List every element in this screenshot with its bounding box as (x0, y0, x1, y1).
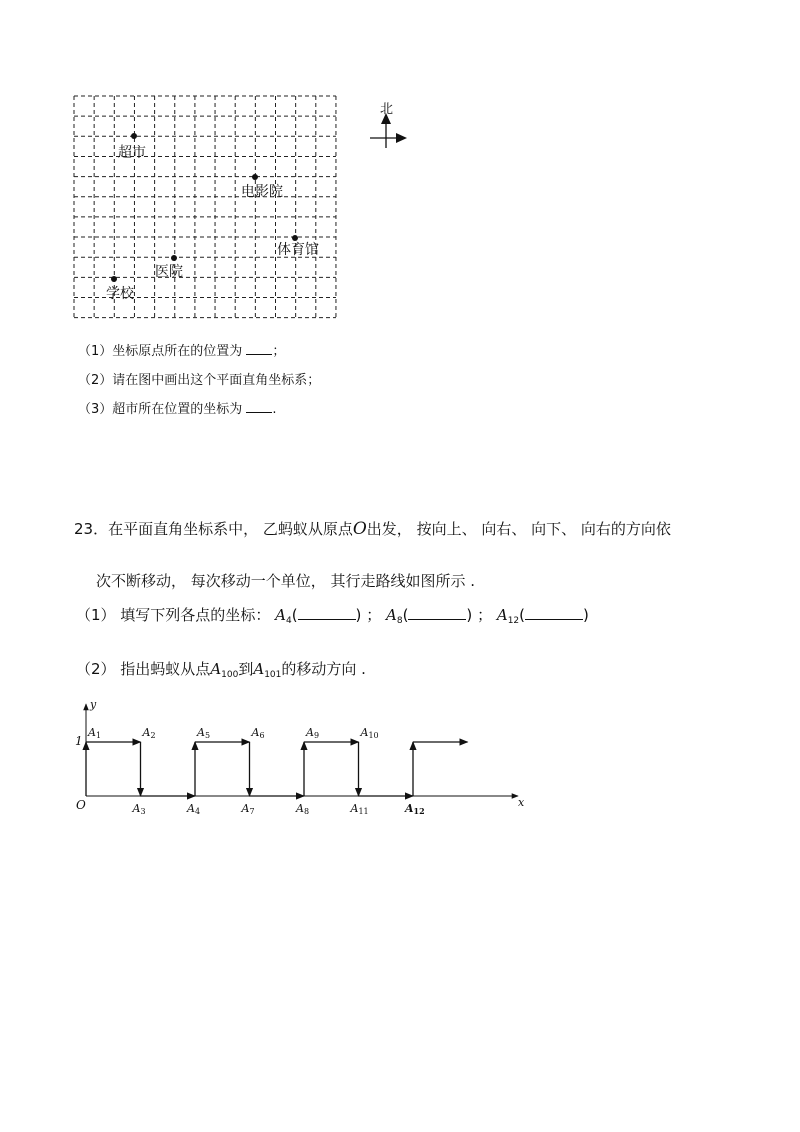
cinema-dot (252, 174, 258, 180)
point-label-a11: A11 (350, 802, 369, 816)
point-label-a12: A12 (405, 802, 425, 816)
q22-sub3: （3）超市所在位置的坐标为 . (78, 402, 277, 417)
answer-blank[interactable] (246, 342, 272, 355)
label-stadium: 体育馆 (277, 242, 319, 258)
q23-sub1: （1） 填写下列各点的坐标： $A_4$( ) ； $A_8$( ) ； $A_{12}$( ) (76, 606, 589, 626)
label-supermarket: 超市 (118, 145, 146, 161)
school-dot (111, 276, 117, 282)
point-label-a6: A6 (251, 726, 265, 740)
answer-blank[interactable] (246, 400, 272, 413)
north-label: 北 (380, 102, 394, 117)
point-label-a1: A1 (88, 726, 102, 740)
point-label-a4: A4 (187, 802, 201, 816)
label-cinema: 电影院 (241, 184, 283, 200)
answer-blank-a8[interactable] (408, 607, 466, 620)
point-label-a3: A3 (132, 802, 146, 816)
point-label-a2: A2 (142, 726, 156, 740)
ant-path-figure (0, 690, 800, 830)
y-tick-1: 1 (75, 734, 83, 748)
point-label-a10: A10 (360, 726, 379, 740)
q22-sub2: （2）请在图中画出这个平面直角坐标系； (78, 373, 321, 388)
answer-blank-a4[interactable] (298, 607, 356, 620)
point-label-a8: A8 (296, 802, 310, 816)
point-a12: $A_{12}$ (496, 606, 520, 626)
y-axis-label: y (90, 698, 97, 711)
q23-sub2: （2） 指出蚂蚁从点$A_{100}$到$A_{101}$的移动方向 . (76, 660, 366, 680)
supermarket-dot (131, 133, 137, 139)
label-school: 学校 (106, 286, 134, 302)
point-a4: $A_4$ (275, 606, 292, 626)
north-arrow-icon (370, 113, 407, 148)
point-label-a7: A7 (241, 802, 255, 816)
answer-blank-a12[interactable] (525, 607, 583, 620)
q22-sub1: （1）坐标原点所在的位置为 ； (78, 344, 286, 359)
origin-letter: O (352, 519, 367, 539)
origin-label: O (76, 798, 86, 812)
x-axis-label: x (518, 796, 525, 809)
point-label-a9: A9 (306, 726, 320, 740)
point-label-a5: A5 (197, 726, 211, 740)
q23-line1: 23．在平面直角坐标系中， 乙蚂蚁从原点O出发， 按向上、 向右、 向下、 向右的方向依 (74, 519, 671, 539)
label-hospital: 医院 (155, 264, 183, 280)
q23-line2: 次不断移动， 每次移动一个单位， 其行走路线如图所示 . (96, 572, 476, 590)
point-a8: $A_8$ (385, 606, 403, 626)
